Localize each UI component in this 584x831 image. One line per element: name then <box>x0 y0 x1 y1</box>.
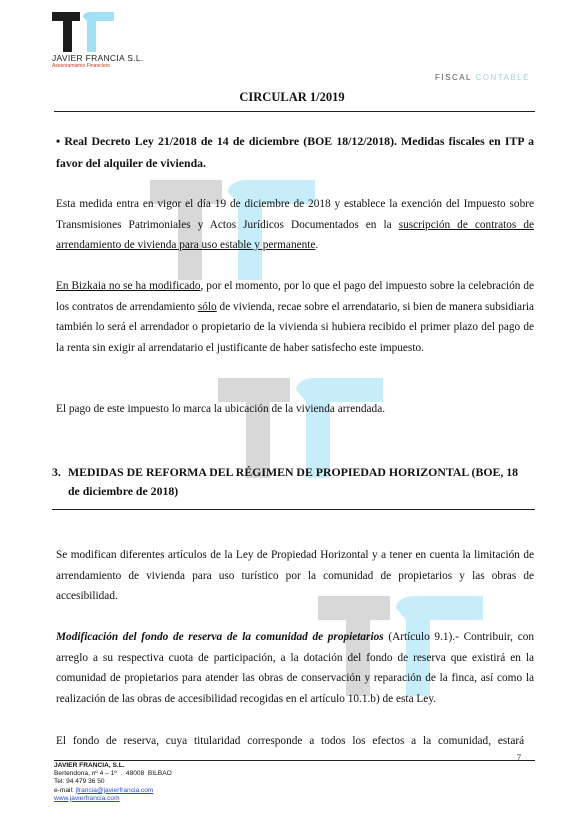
itp-p2-underlined-1: En Bizkaia no se ha modificado <box>56 280 201 292</box>
section-3-title-line1: MEDIDAS DE REFORMA DEL RÉGIMEN DE PROPIEDAD HORIZONTAL (BOE, 18 <box>68 465 519 479</box>
section-3-number: 3. <box>52 465 61 479</box>
itp-p2-underlined-2: sólo <box>197 300 217 313</box>
header-tagline <box>435 73 530 82</box>
itp-p2-text-b: de vivienda, recae sobre el arrendatario, si bien de manera subsidiaria también lo será el arrendador o propietario de la vivienda si hubiera recibido el primer plazo del pago de la renta sin exigir al arrendatario el justificante de haber satisfecho este impuesto. <box>56 300 534 354</box>
company-name: JAVIER FRANCIA S.L. <box>52 53 144 63</box>
section-3-rule <box>52 509 535 510</box>
itp-p1-text: Esta medida entra en vigor el día 19 de diciembre de 2018 y establece la exención del Impuesto sobre Transmisiones Patrimoniales y Actos Jurídicos Documentados en la <box>56 198 534 231</box>
itp-paragraph-1 <box>56 194 534 256</box>
footer-address: Bertendona, nº 4 – 1º . 48008 BILBAO <box>54 770 172 778</box>
itp-p1-underlined: suscripción de contratos de arrendamiento de vivienda para uso estable y permanente <box>56 218 534 252</box>
page-number: 7 <box>517 753 521 762</box>
company-subtitle: Asesoramiento Financiero <box>52 63 111 69</box>
jf-logo-icon <box>52 12 114 52</box>
footer-email-label: e-mail: <box>54 786 76 794</box>
itp-section-title: • Real Decreto Ley 21/2018 de 14 de diciembre (BOE 18/12/2018). Medidas fiscales en ITP a favor del alquiler de vivienda. <box>56 134 534 170</box>
section-3-paragraph-1: Se modifican diferentes artículos de la Ley de Propiedad Horizontal y a tener en cuenta la limitación de arrendamiento de vivienda para uso turístico por la comunidad de propietarios y las obras de accesibilidad. <box>56 549 534 603</box>
itp-p1-end: . <box>315 239 319 252</box>
company-logo <box>52 12 144 69</box>
section-3-heading <box>52 463 534 501</box>
itp-p2-text-a: , por el momento, por lo que el pago del impuesto sobre la celebración de los contratos de arrendamiento <box>56 280 534 313</box>
fondo-reserva-body: (Artículo 9.1).- Contribuir, con arreglo a su respectiva cuota de participación, a la dotación del fondo de reserva que existirá en la comunidad de propietarios para atender las obras de conservación y reparación de la finca, así como la realización de las obras de accesibilidad recogidas en el artículo 10.1.b) de esta Ley. <box>56 631 535 705</box>
itp-paragraph-3: El pago de este impuesto lo marca la ubicación de la vivienda arrendada. <box>56 403 386 415</box>
footer-web-link[interactable]: www.javierfrancia.com <box>54 794 120 802</box>
section-3-paragraph-2 <box>56 627 534 709</box>
tagline-fiscal: FISCAL <box>435 73 472 82</box>
itp-paragraph-2 <box>56 276 534 358</box>
footer-email-row <box>54 787 172 795</box>
fondo-reserva-title: Modificación del fondo de reserva de la comunidad de propietarios <box>56 631 384 643</box>
footer-phone: Tel: 94 479 36 50 <box>54 778 105 786</box>
section-3-paragraph-3: El fondo de reserva, cuya titularidad corresponde a todos los efectos a la comunidad, estará <box>56 735 525 747</box>
circular-title: CIRCULAR 1/2019 <box>239 90 345 104</box>
header-rule <box>54 111 535 112</box>
footer-email-link[interactable]: jfrancia@javierfrancia.com <box>75 786 154 794</box>
tagline-contable: CONTABLE <box>475 73 530 82</box>
footer-contact <box>54 762 172 803</box>
footer-rule <box>54 760 535 761</box>
section-3-title-line2: de diciembre de 2018) <box>68 484 179 498</box>
footer-company-name: JAVIER FRANCIA, S.L. <box>54 762 125 769</box>
